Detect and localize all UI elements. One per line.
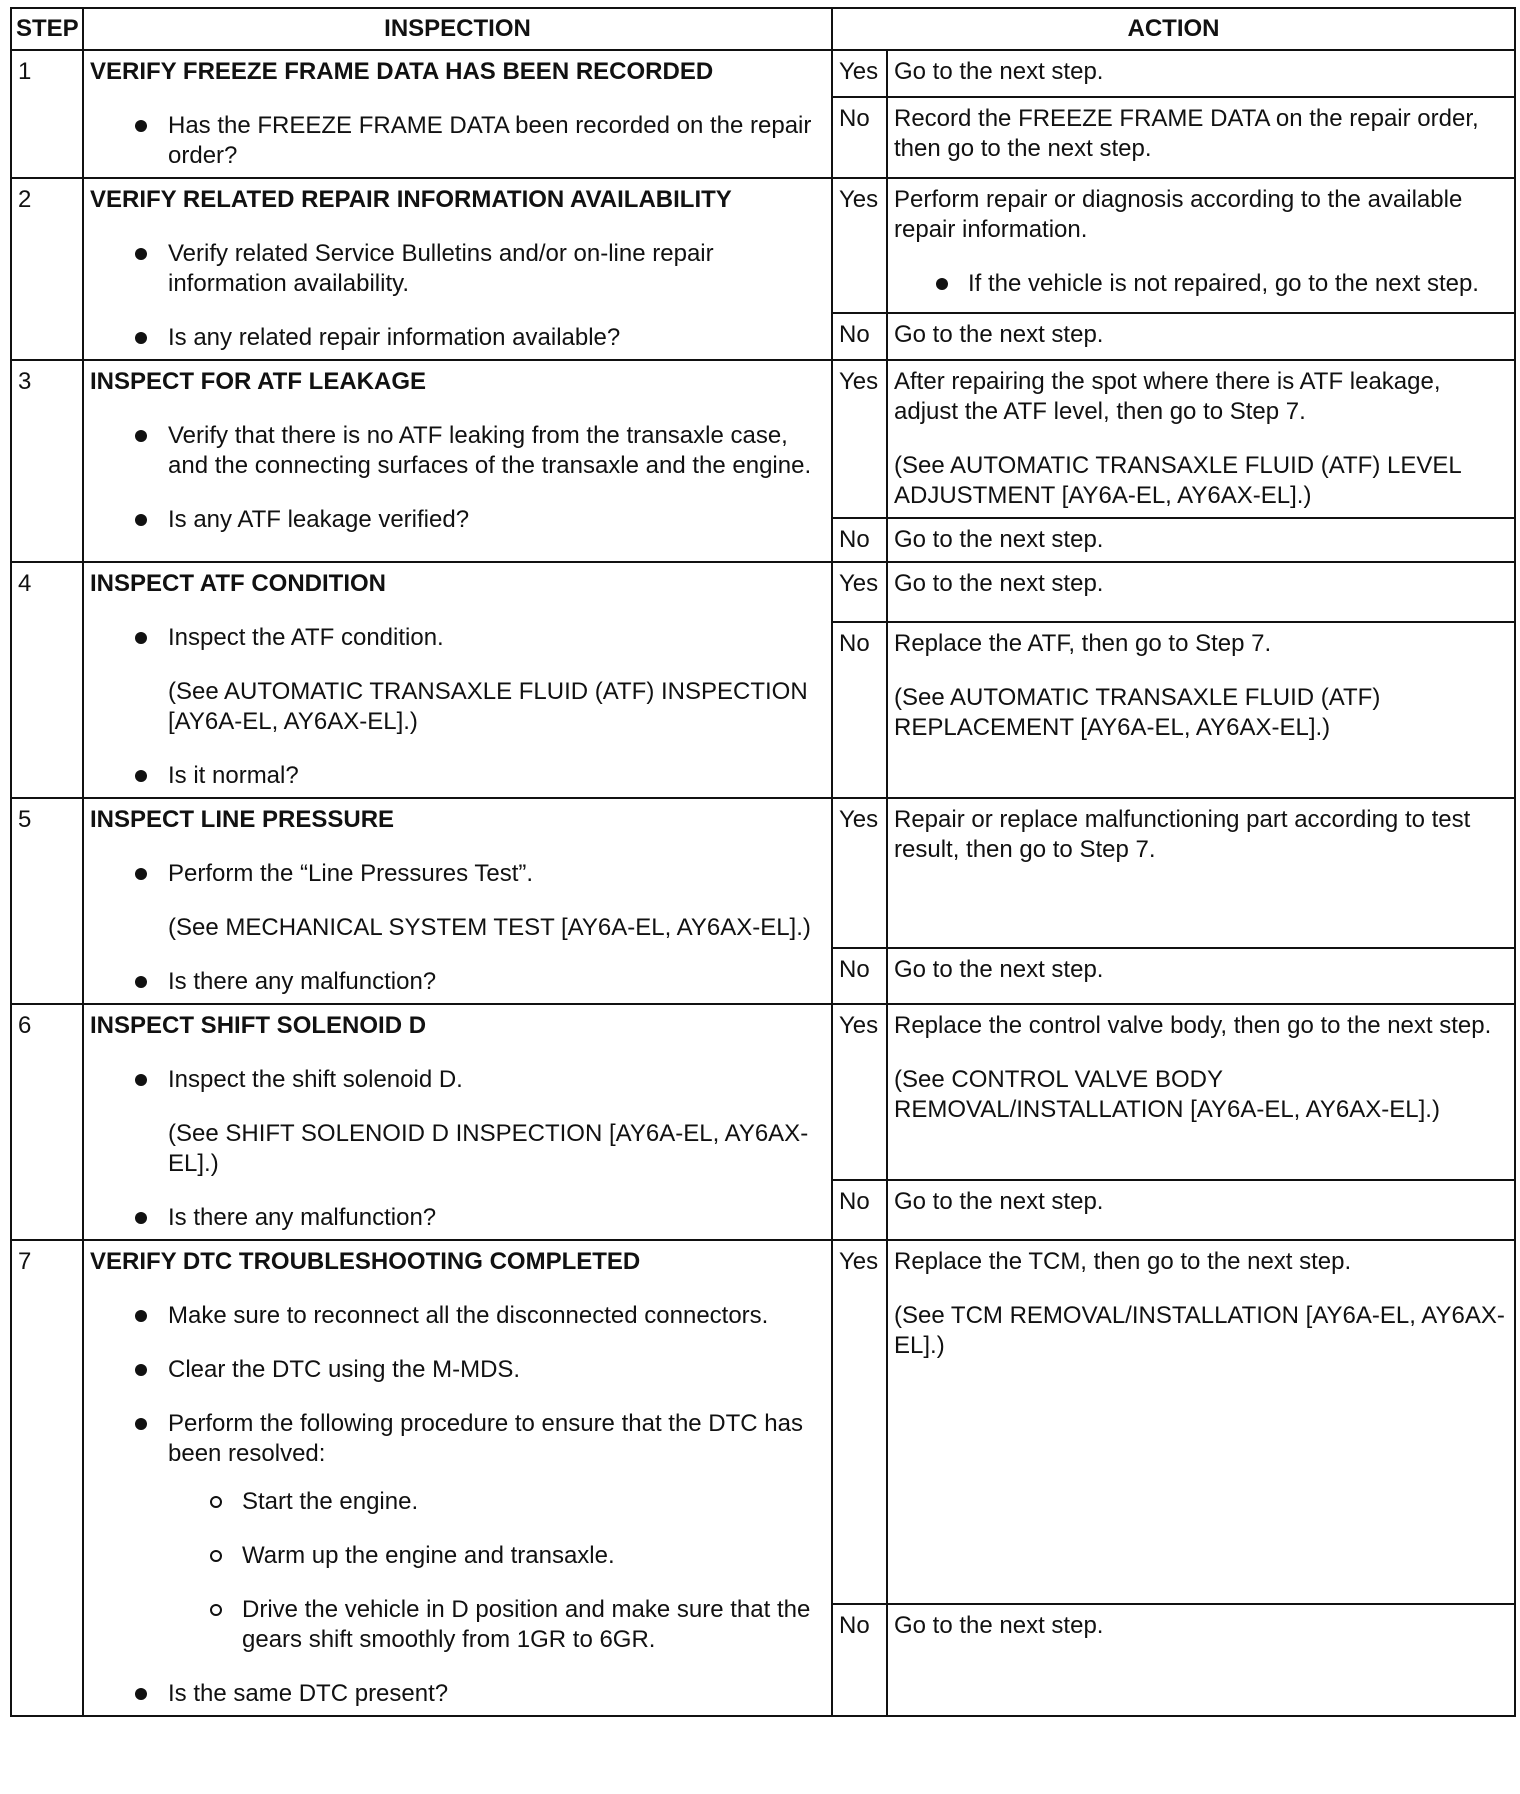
yes-label: Yes	[832, 1004, 887, 1180]
no-action	[887, 313, 1515, 360]
inspection-cell	[83, 798, 832, 1004]
step-number: 1	[11, 50, 83, 178]
no-action	[887, 948, 1515, 1004]
no-action	[887, 1180, 1515, 1240]
yes-label: Yes	[832, 1240, 887, 1604]
header-step: STEP	[11, 8, 83, 50]
bullet-text: Perform the following procedure to ensure that the DTC has been resolved:	[168, 1410, 803, 1467]
action-text: Record the FREEZE FRAME DATA on the repair order, then go to the next step.	[894, 105, 1479, 162]
bullet-list	[90, 859, 825, 997]
step-title: VERIFY RELATED REPAIR INFORMATION AVAILABILITY	[90, 186, 732, 213]
bullet-reference: (See SHIFT SOLENOID D INSPECTION [AY6A-EL, AY6AX-EL].)	[168, 1120, 809, 1177]
bullet-item: Is any ATF leakage verified?	[168, 505, 825, 535]
bullet-reference: (See AUTOMATIC TRANSAXLE FLUID (ATF) INSPECTION [AY6A-EL, AY6AX-EL].)	[168, 678, 808, 735]
inspection-cell	[83, 1240, 832, 1716]
yes-action	[887, 50, 1515, 97]
yes-label: Yes	[832, 562, 887, 622]
yes-action	[887, 1240, 1515, 1604]
step-number: 2	[11, 178, 83, 360]
no-action	[887, 518, 1515, 562]
action-text: Go to the next step.	[894, 570, 1104, 597]
action-reference: (See AUTOMATIC TRANSAXLE FLUID (ATF) REPLACEMENT [AY6A-EL, AY6AX-EL].)	[894, 684, 1381, 741]
no-label: No	[832, 97, 887, 178]
bullet-text: Inspect the ATF condition.	[168, 624, 444, 651]
table-row	[11, 798, 1515, 948]
bullet-item: Verify that there is no ATF leaking from the transaxle case, and the connecting surfaces of the transaxle and the engine.	[168, 421, 825, 481]
inspection-cell	[83, 178, 832, 360]
step-title: INSPECT FOR ATF LEAKAGE	[90, 368, 426, 395]
bullet-item: Is there any malfunction?	[168, 967, 825, 997]
action-text: Go to the next step.	[894, 526, 1104, 553]
bullet-list	[90, 623, 825, 791]
action-text: Go to the next step.	[894, 1187, 1104, 1215]
action-text: After repairing the spot where there is ATF leakage, adjust the ATF level, then go to Step 7.	[894, 368, 1441, 425]
diagnostic-procedure-page	[10, 7, 1514, 1717]
bullet-item: Has the FREEZE FRAME DATA been recorded on the repair order?	[168, 111, 825, 171]
bullet-item	[168, 623, 825, 737]
bullet-list	[90, 1065, 825, 1233]
no-action	[887, 1604, 1515, 1716]
yes-label: Yes	[832, 360, 887, 518]
step-title: INSPECT SHIFT SOLENOID D	[90, 1012, 427, 1039]
action-text: Replace the TCM, then go to the next step.	[894, 1248, 1352, 1275]
bullet-item	[168, 1065, 825, 1179]
action-text: Go to the next step.	[894, 321, 1104, 349]
bullet-list	[90, 421, 825, 535]
bullet-item: Make sure to reconnect all the disconnected connectors.	[168, 1301, 825, 1331]
inspection-cell	[83, 50, 832, 178]
action-bullet-item: If the vehicle is not repaired, go to the next step.	[968, 269, 1508, 299]
yes-action	[887, 360, 1515, 518]
action-text: Go to the next step.	[894, 1612, 1104, 1639]
bullet-list	[90, 111, 825, 171]
yes-label: Yes	[832, 178, 887, 313]
step-number: 7	[11, 1240, 83, 1716]
yes-label: Yes	[832, 798, 887, 948]
step-number: 6	[11, 1004, 83, 1240]
action-text: Go to the next step.	[894, 956, 1104, 983]
yes-label: Yes	[832, 50, 887, 97]
action-text: Replace the ATF, then go to Step 7.	[894, 630, 1272, 657]
action-reference: (See TCM REMOVAL/INSTALLATION [AY6A-EL, AY6AX-EL].)	[894, 1302, 1505, 1359]
step-title: INSPECT ATF CONDITION	[90, 570, 386, 597]
header-inspection: INSPECTION	[83, 8, 832, 50]
bullet-item: Clear the DTC using the M-MDS.	[168, 1355, 825, 1385]
bullet-item: Verify related Service Bulletins and/or on-line repair information availability.	[168, 239, 825, 299]
bullet-item: Is it normal?	[168, 761, 825, 791]
action-text: Repair or replace malfunctioning part according to test result, then go to Step 7.	[894, 806, 1471, 863]
action-text: Replace the control valve body, then go to the next step.	[894, 1012, 1492, 1039]
bullet-item	[168, 1409, 825, 1655]
step-title: INSPECT LINE PRESSURE	[90, 806, 395, 833]
bullet-list	[90, 1301, 825, 1709]
no-label: No	[832, 518, 887, 562]
yes-action	[887, 1004, 1515, 1180]
sub-bullet-item: Warm up the engine and transaxle.	[242, 1541, 825, 1571]
yes-action	[887, 798, 1515, 948]
sub-bullet-item: Drive the vehicle in D position and make sure that the gears shift smoothly from 1GR to 6GR.	[242, 1595, 825, 1655]
inspection-cell	[83, 562, 832, 798]
yes-action	[887, 562, 1515, 622]
table-row	[11, 360, 1515, 518]
action-bullet-list	[894, 269, 1508, 299]
no-label: No	[832, 1180, 887, 1240]
step-number: 3	[11, 360, 83, 562]
bullet-text: Perform the “Line Pressures Test”.	[168, 860, 534, 887]
table-row	[11, 50, 1515, 97]
sub-bullet-list	[168, 1487, 825, 1655]
table-row	[11, 1004, 1515, 1180]
step-number: 4	[11, 562, 83, 798]
header-action: ACTION	[832, 8, 1515, 50]
bullet-item	[168, 859, 825, 943]
table-header-row	[11, 8, 1515, 50]
inspection-cell	[83, 360, 832, 562]
bullet-reference: (See MECHANICAL SYSTEM TEST [AY6A-EL, AY6AX-EL].)	[168, 914, 811, 941]
table-row	[11, 178, 1515, 313]
no-action	[887, 97, 1515, 178]
action-text: Perform repair or diagnosis according to the available repair information.	[894, 186, 1463, 243]
bullet-item: Is there any malfunction?	[168, 1203, 825, 1233]
action-reference: (See AUTOMATIC TRANSAXLE FLUID (ATF) LEVEL ADJUSTMENT [AY6A-EL, AY6AX-EL].)	[894, 452, 1461, 509]
no-label: No	[832, 948, 887, 1004]
bullet-list	[90, 239, 825, 353]
yes-action	[887, 178, 1515, 313]
table-row	[11, 562, 1515, 622]
no-action	[887, 622, 1515, 798]
no-label: No	[832, 313, 887, 360]
bullet-text: Inspect the shift solenoid D.	[168, 1066, 463, 1093]
diagnostic-table	[10, 7, 1516, 1717]
step-title: VERIFY DTC TROUBLESHOOTING COMPLETED	[90, 1248, 641, 1275]
action-text: Go to the next step.	[894, 58, 1104, 85]
bullet-item: Is any related repair information available?	[168, 323, 825, 353]
step-number: 5	[11, 798, 83, 1004]
action-reference: (See CONTROL VALVE BODY REMOVAL/INSTALLATION [AY6A-EL, AY6AX-EL].)	[894, 1066, 1440, 1123]
no-label: No	[832, 622, 887, 798]
step-title: VERIFY FREEZE FRAME DATA HAS BEEN RECORDED	[90, 58, 714, 85]
bullet-item: Is the same DTC present?	[168, 1679, 825, 1709]
no-label: No	[832, 1604, 887, 1716]
inspection-cell	[83, 1004, 832, 1240]
sub-bullet-item: Start the engine.	[242, 1487, 825, 1517]
table-row	[11, 1240, 1515, 1604]
